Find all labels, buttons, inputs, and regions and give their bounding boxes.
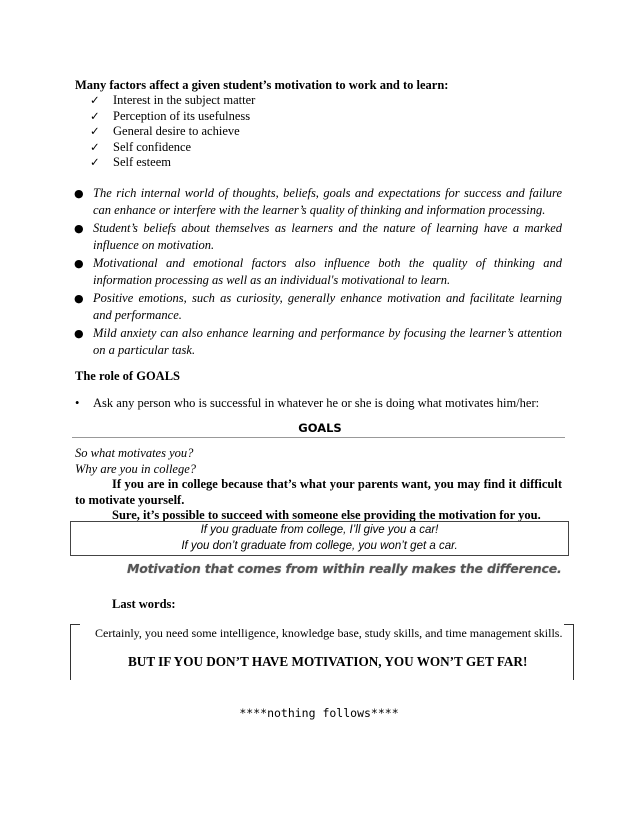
bullet-list <box>72 185 562 360</box>
list-item: ● Student’s beliefs about themselves as learners and the nature of learning have a marked influence on motivation. <box>74 221 562 252</box>
factor-checklist <box>90 93 255 171</box>
list-item: ✓ Interest in the subject matter <box>90 93 256 107</box>
question-why-college: Why are you in college? <box>75 462 197 476</box>
checkmark-icon: ✓ <box>90 155 100 169</box>
intro-heading: Many factors affect a given student’s motivation to work and to learn: <box>75 78 449 92</box>
checkmark-icon: ✓ <box>90 139 100 154</box>
list-item: ✓ Self confidence <box>90 139 192 154</box>
bullet-icon: ● <box>74 187 84 200</box>
list-item: ● The rich internal world of thoughts, beliefs, goals and expectations for success and failure can enhance or interfere with the learner’s quality of thinking and information processing. <box>74 186 562 217</box>
goals-section-heading: The role of GOALS <box>75 369 180 383</box>
car-quote-box <box>70 521 569 556</box>
goals-title: GOALS <box>298 421 342 435</box>
horizontal-divider <box>72 437 565 438</box>
list-item: ● Motivational and emotional factors also influence both the quality of thinking and information processing as well as an individual's motivational to learn. <box>74 256 562 287</box>
car-quote-line: If you don’t graduate from college, you won’t get a car. <box>181 540 458 552</box>
nothing-follows-footer: ****nothing follows**** <box>239 706 399 720</box>
checkmark-icon: ✓ <box>90 93 100 107</box>
ask-paragraph: • Ask any person who is successful in whatever he or she is doing what motivates him/her: <box>75 396 540 410</box>
checkmark-icon: ✓ <box>90 108 100 123</box>
certainly-paragraph: Certainly, you need some intelligence, knowledge base, study skills, and time management skills. <box>95 626 563 640</box>
succeed-paragraph: Sure, it’s possible to succeed with someone else providing the motivation for you. <box>112 508 541 522</box>
closing-box <box>70 624 574 680</box>
list-item: ● Mild anxiety can also enhance learning and performance by focusing the learner’s attention on a particular task. <box>74 326 562 357</box>
motivation-warning: BUT IF YOU DON’T HAVE MOTIVATION, YOU WON’T GET FAR! <box>128 654 528 669</box>
bullet-icon: ● <box>74 327 84 340</box>
parents-paragraph: If you are in college because that’s what your parents want, you may find it difficult to motivate yourself. <box>75 477 562 507</box>
bullet-icon: ● <box>74 292 84 305</box>
bullet-icon: ● <box>74 257 84 270</box>
last-words-heading: Last words: <box>112 597 176 611</box>
motivation-banner: Motivation that comes from within really makes the difference. <box>127 561 562 576</box>
list-item: ● Positive emotions, such as curiosity, generally enhance motivation and facilitate learning and performance. <box>74 291 562 322</box>
list-item: ✓ Self esteem <box>90 155 171 169</box>
question-what-motivates: So what motivates you? <box>75 446 194 460</box>
list-item: ✓ General desire to achieve <box>90 124 240 138</box>
list-item: ✓ Perception of its usefulness <box>90 108 251 123</box>
bullet-icon: ● <box>74 222 84 235</box>
bullet-icon: • <box>75 396 80 410</box>
car-quote-line: If you graduate from college, I’ll give you a car! <box>200 524 439 536</box>
checkmark-icon: ✓ <box>90 124 100 138</box>
